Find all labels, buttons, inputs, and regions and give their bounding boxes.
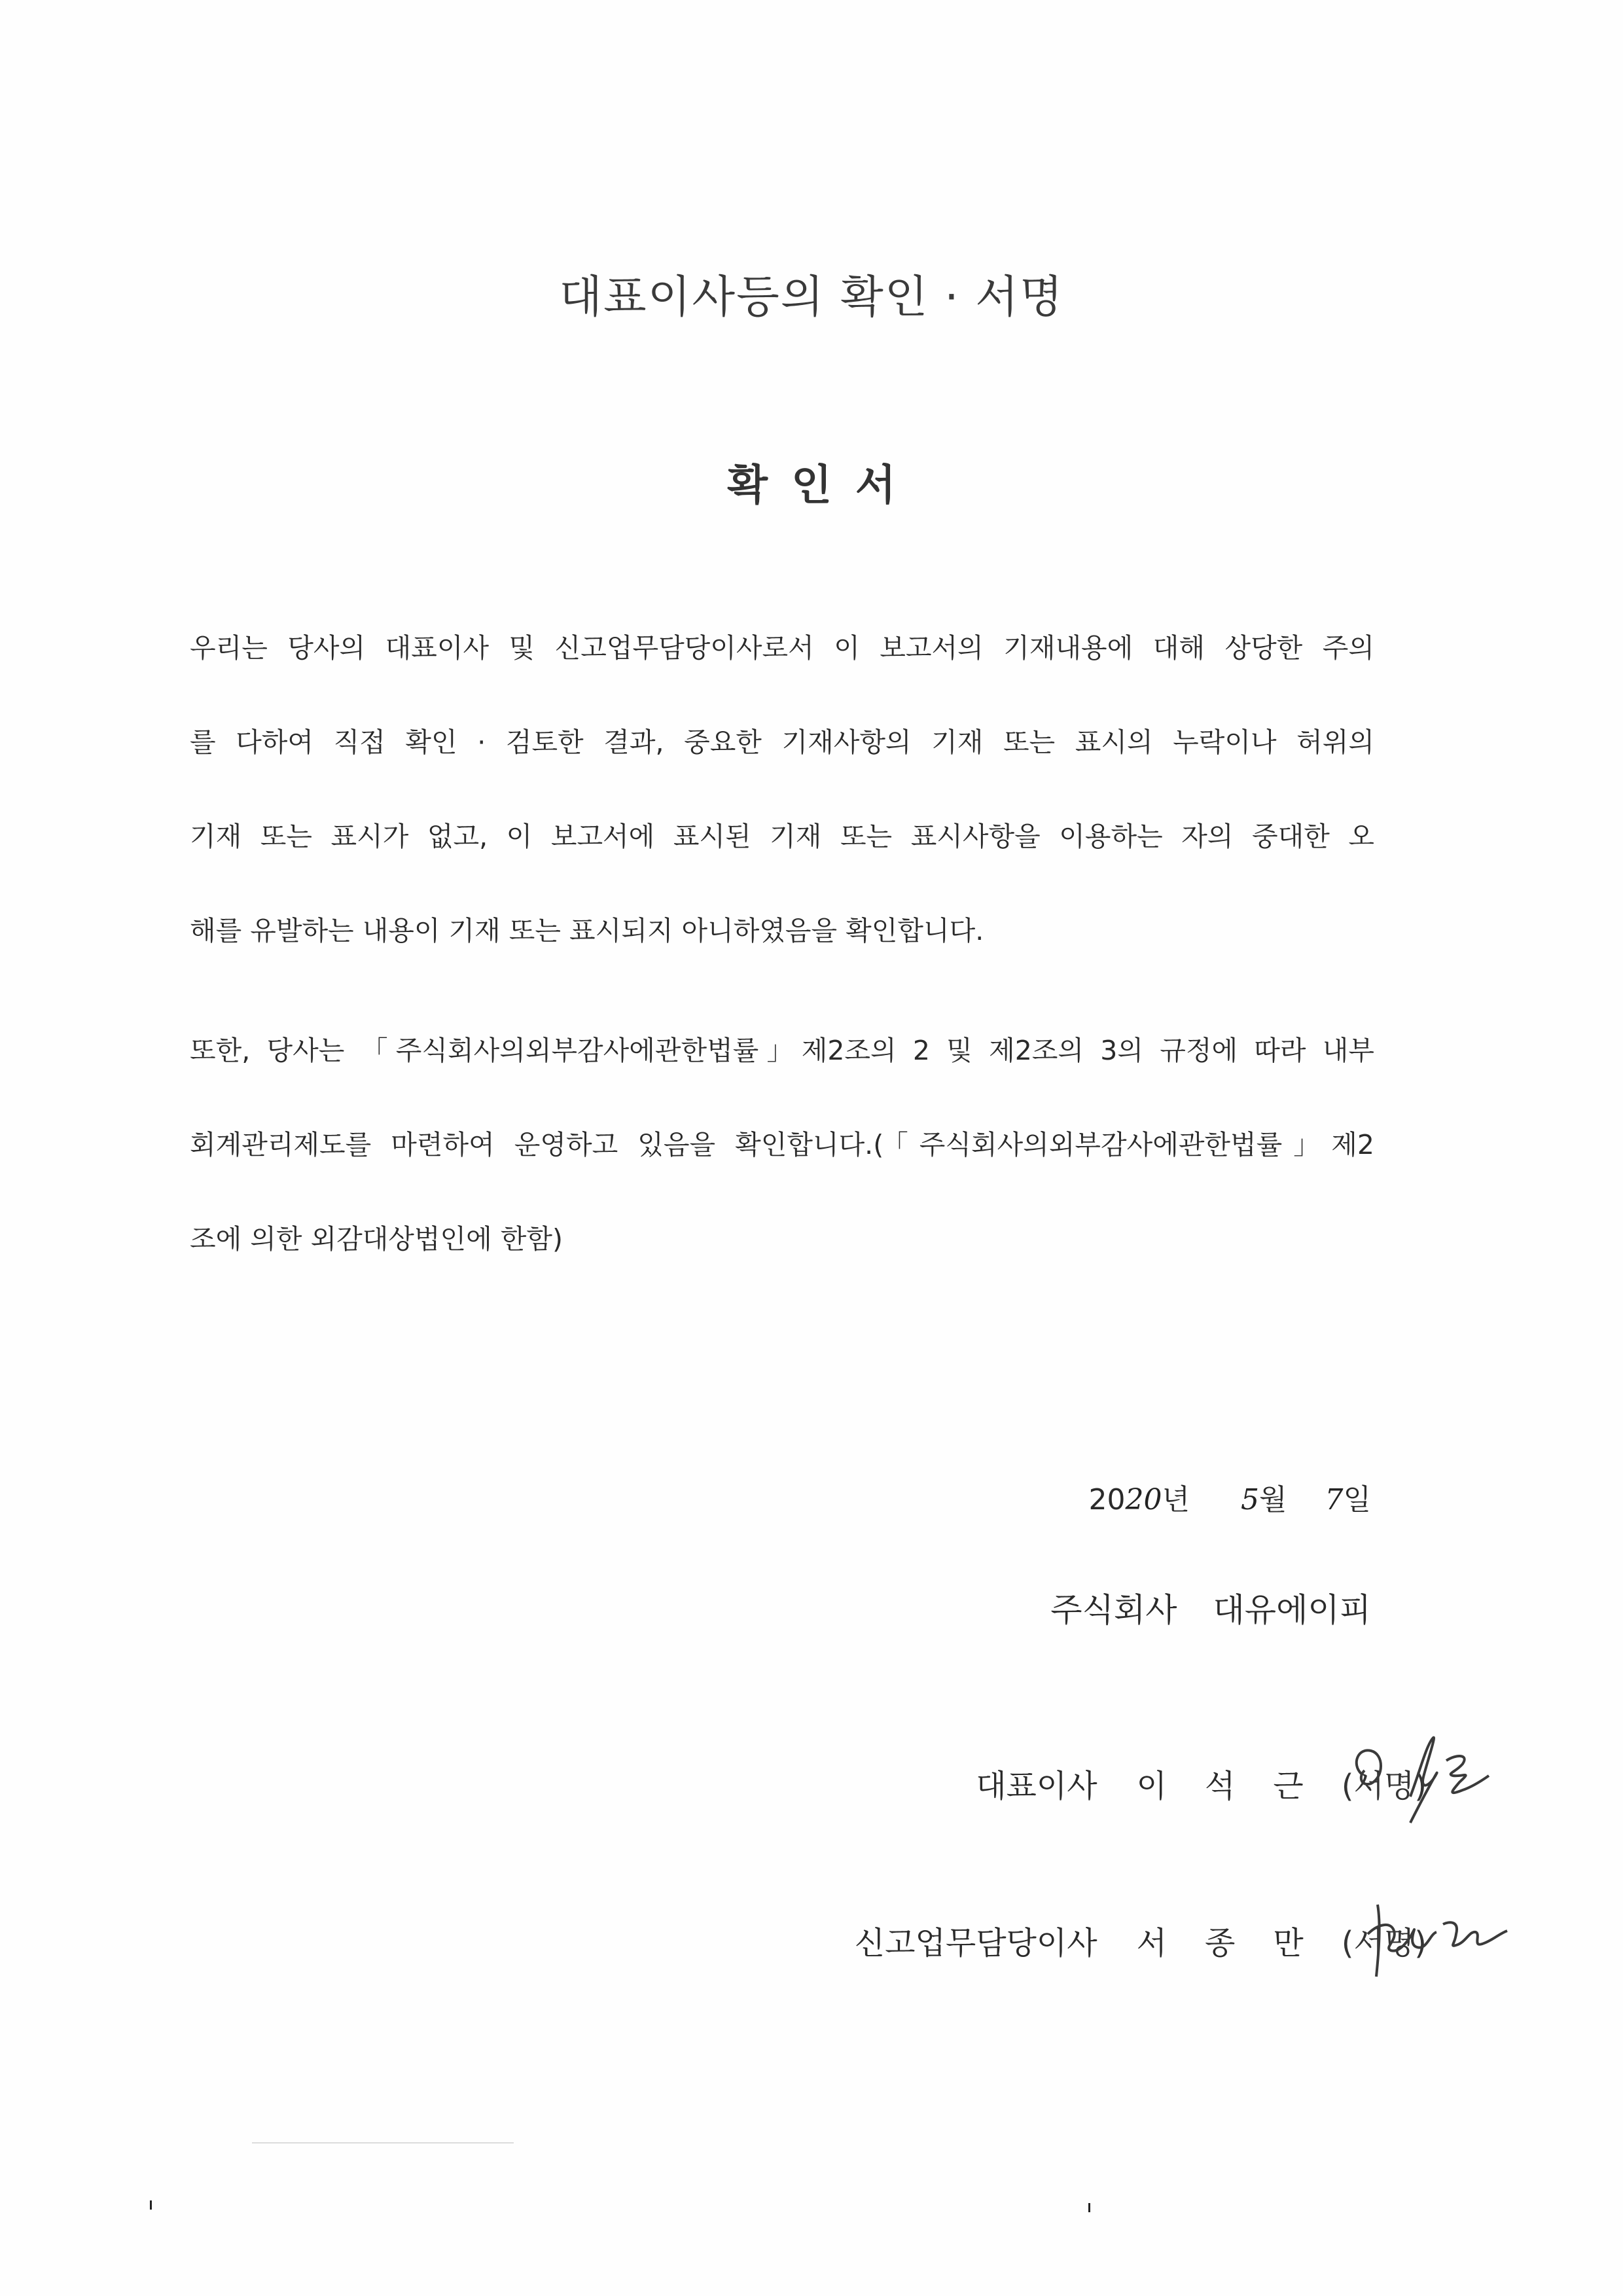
internal-control-paragraph: [190, 1031, 1374, 1314]
signatory-role: 대표이사: [976, 1768, 1097, 1804]
handwritten-signature-icon: [1351, 1885, 1508, 1990]
date-day-label: 일: [1343, 1483, 1371, 1516]
date-month-label: 월: [1258, 1483, 1287, 1516]
handwritten-signature-icon: [1348, 1725, 1492, 1829]
reporting-director-signature-row: [855, 1918, 1427, 1963]
signatory-role: 신고업무담당이사: [854, 1925, 1097, 1962]
paragraph-line: 또한, 당사는 「주식회사의외부감사에관한법률」제2조의 2 및 제2조의 3의 규정에 따라 내부: [190, 1035, 1374, 1066]
scan-artifact-mark: [150, 2200, 152, 2210]
signature-field: [1342, 1918, 1427, 1963]
confirmation-paragraph: [190, 628, 1374, 1005]
scan-artifact-line: [252, 2142, 514, 2144]
paragraph-line: 를 다하여 직접 확인 · 검토한 결과, 중요한 기재사항의 기재 또는 표시의 누락이나 허위의: [190, 726, 1374, 758]
seal-placeholder: (서명): [1341, 1768, 1427, 1804]
signature-field: [1342, 1761, 1427, 1806]
scan-artifact-mark: [1088, 2203, 1090, 2212]
signing-date: [1088, 1476, 1371, 1518]
paragraph-line: 기재 또는 표시가 없고, 이 보고서에 표시된 기재 또는 표시사항을 이용하는 자의 중대한 오: [190, 821, 1374, 852]
paragraph-line: 해를 유발하는 내용이 기재 또는 표시되지 아니하였음을 확인합니다.: [190, 915, 984, 946]
date-year-label: 년: [1162, 1483, 1190, 1516]
signatory-name: 이 석 근: [1136, 1768, 1304, 1804]
seal-placeholder: (서명): [1341, 1925, 1427, 1962]
paragraph-line: 회계관리제도를 마련하여 운영하고 있음을 확인합니다.(「주식회사의외부감사에관한법률」제2: [190, 1129, 1374, 1160]
date-month-handwritten: 5: [1240, 1483, 1259, 1516]
company-name: 대유에이피: [1213, 1591, 1371, 1629]
company-name-block: [1050, 1584, 1371, 1631]
date-year-printed: 20: [1088, 1483, 1126, 1516]
ceo-signature-row: [976, 1761, 1427, 1806]
company-prefix: 주식회사: [1050, 1591, 1177, 1629]
date-day-handwritten: 7: [1325, 1483, 1344, 1516]
paragraph-line: 조에 의한 외감대상법인에 한함): [190, 1223, 563, 1255]
date-year-handwritten: 20: [1125, 1483, 1162, 1516]
signatory-name: 서 종 만: [1136, 1925, 1304, 1962]
paragraph-line: 우리는 당사의 대표이사 및 신고업무담당이사로서 이 보고서의 기재내용에 대해 상당한 주의: [190, 632, 1374, 664]
document-subtitle: 확인서: [727, 461, 919, 510]
document-title: 대표이사등의 확인 · 서명: [559, 272, 1064, 323]
